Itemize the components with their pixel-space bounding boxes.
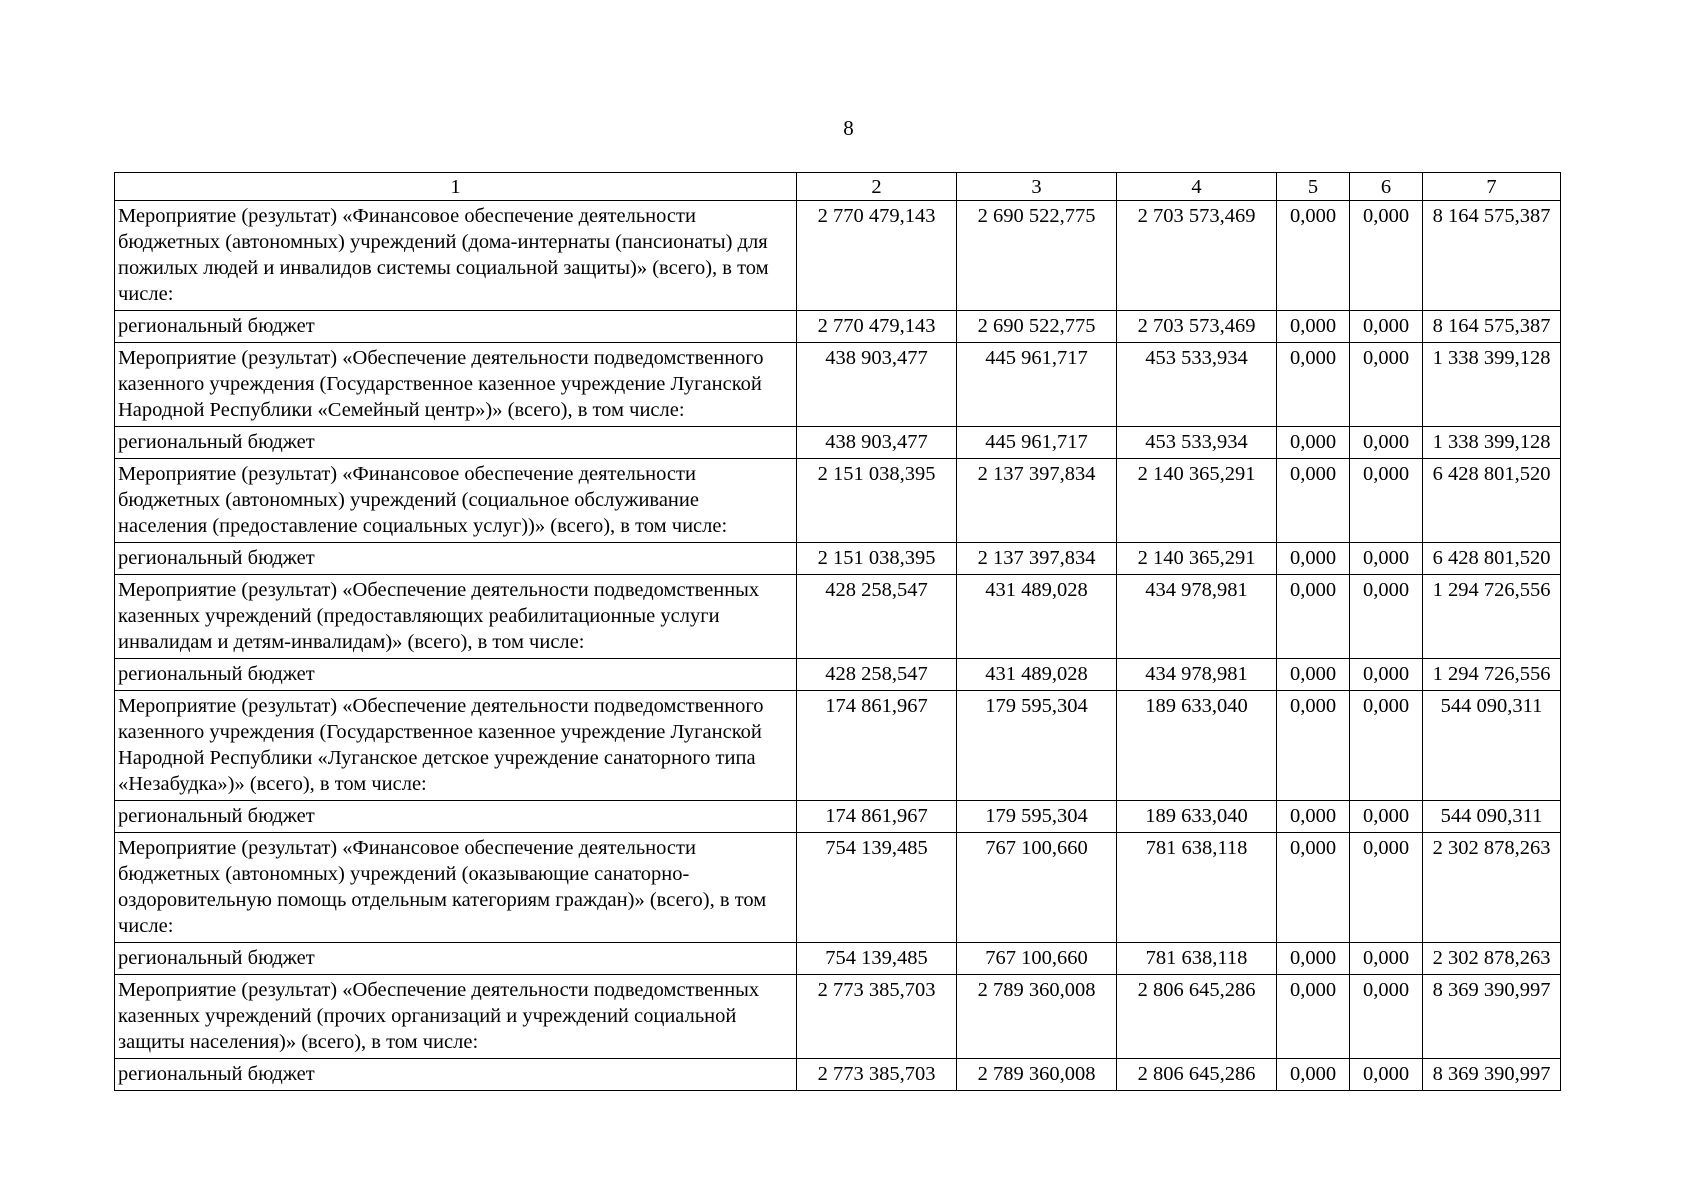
cell-col-3: 2 137 397,834 [957,543,1117,575]
cell-col-2: 2 151 038,395 [797,459,957,543]
cell-col-6: 0,000 [1350,691,1423,801]
cell-col-3: 2 690 522,775 [957,201,1117,311]
cell-col-2: 428 258,547 [797,659,957,691]
cell-col-5: 0,000 [1277,575,1350,659]
cell-col-2: 754 139,485 [797,943,957,975]
cell-col-3: 767 100,660 [957,943,1117,975]
cell-col-3: 445 961,717 [957,427,1117,459]
column-header: 2 [797,173,957,201]
cell-col-2: 438 903,477 [797,343,957,427]
column-header: 3 [957,173,1117,201]
cell-col-5: 0,000 [1277,201,1350,311]
column-header: 5 [1277,173,1350,201]
table-row [115,311,1561,343]
row-description: Мероприятие (результат) «Обеспечение деятельности подведомственных казенных учреждений (прочих организаций и учреждений социальной защиты населения)» (всего), в том числе: [115,975,797,1059]
cell-col-5: 0,000 [1277,543,1350,575]
cell-col-3: 445 961,717 [957,343,1117,427]
cell-col-6: 0,000 [1350,427,1423,459]
cell-col-4: 2 140 365,291 [1117,543,1277,575]
cell-col-4: 2 806 645,286 [1117,975,1277,1059]
cell-col-7: 8 369 390,997 [1423,975,1561,1059]
cell-col-5: 0,000 [1277,975,1350,1059]
cell-col-2: 438 903,477 [797,427,957,459]
cell-col-5: 0,000 [1277,659,1350,691]
cell-col-3: 179 595,304 [957,691,1117,801]
cell-col-5: 0,000 [1277,691,1350,801]
cell-col-4: 453 533,934 [1117,427,1277,459]
cell-col-7: 544 090,311 [1423,801,1561,833]
table-row [115,201,1561,311]
cell-col-3: 2 690 522,775 [957,311,1117,343]
cell-col-4: 2 806 645,286 [1117,1059,1277,1091]
cell-col-6: 0,000 [1350,201,1423,311]
cell-col-3: 179 595,304 [957,801,1117,833]
cell-col-4: 453 533,934 [1117,343,1277,427]
cell-col-6: 0,000 [1350,459,1423,543]
cell-col-6: 0,000 [1350,833,1423,943]
cell-col-7: 8 369 390,997 [1423,1059,1561,1091]
cell-col-2: 754 139,485 [797,833,957,943]
page-number: 8 [843,116,854,140]
table-row [115,427,1561,459]
cell-col-6: 0,000 [1350,575,1423,659]
cell-col-2: 2 770 479,143 [797,311,957,343]
table-row [115,575,1561,659]
table-row [115,975,1561,1059]
cell-col-2: 174 861,967 [797,691,957,801]
cell-col-4: 434 978,981 [1117,659,1277,691]
cell-col-7: 2 302 878,263 [1423,833,1561,943]
cell-col-7: 544 090,311 [1423,691,1561,801]
row-description: Мероприятие (результат) «Финансовое обеспечение деятельности бюджетных (автономных) учреждений (оказывающие санаторно-оздоровительную помощь отдельным категориям граждан)» (всего), в том числе: [115,833,797,943]
column-header: 4 [1117,173,1277,201]
row-description: Мероприятие (результат) «Финансовое обеспечение деятельности бюджетных (автономных) учреждений (социальное обслуживание населения (предоставление социальных услуг))» (всего), в том числе: [115,459,797,543]
budget-table [114,172,1561,1091]
row-description: региональный бюджет [115,1059,797,1091]
cell-col-7: 8 164 575,387 [1423,311,1561,343]
cell-col-7: 2 302 878,263 [1423,943,1561,975]
header-row [115,173,1561,201]
table-row [115,691,1561,801]
cell-col-3: 2 789 360,008 [957,975,1117,1059]
cell-col-7: 1 294 726,556 [1423,659,1561,691]
cell-col-6: 0,000 [1350,543,1423,575]
cell-col-3: 431 489,028 [957,575,1117,659]
cell-col-5: 0,000 [1277,833,1350,943]
table-row [115,833,1561,943]
cell-col-4: 2 703 573,469 [1117,311,1277,343]
column-header: 6 [1350,173,1423,201]
cell-col-2: 2 151 038,395 [797,543,957,575]
table-row [115,801,1561,833]
cell-col-3: 2 137 397,834 [957,459,1117,543]
cell-col-6: 0,000 [1350,1059,1423,1091]
cell-col-3: 767 100,660 [957,833,1117,943]
table-row [115,343,1561,427]
row-description: Мероприятие (результат) «Обеспечение деятельности подведомственных казенных учреждений (предоставляющих реабилитационные услуги инвалидам и детям-инвалидам)» (всего), в том числе: [115,575,797,659]
cell-col-7: 8 164 575,387 [1423,201,1561,311]
cell-col-6: 0,000 [1350,343,1423,427]
row-description: региональный бюджет [115,659,797,691]
cell-col-6: 0,000 [1350,311,1423,343]
cell-col-4: 781 638,118 [1117,943,1277,975]
cell-col-7: 6 428 801,520 [1423,459,1561,543]
cell-col-2: 174 861,967 [797,801,957,833]
cell-col-5: 0,000 [1277,343,1350,427]
cell-col-7: 1 338 399,128 [1423,427,1561,459]
table-row [115,943,1561,975]
cell-col-6: 0,000 [1350,943,1423,975]
row-description: региональный бюджет [115,427,797,459]
cell-col-5: 0,000 [1277,1059,1350,1091]
cell-col-7: 1 338 399,128 [1423,343,1561,427]
cell-col-3: 2 789 360,008 [957,1059,1117,1091]
row-description: региональный бюджет [115,311,797,343]
cell-col-4: 781 638,118 [1117,833,1277,943]
cell-col-6: 0,000 [1350,975,1423,1059]
cell-col-7: 6 428 801,520 [1423,543,1561,575]
cell-col-4: 189 633,040 [1117,801,1277,833]
column-header: 1 [115,173,797,201]
table-row [115,659,1561,691]
table-row [115,543,1561,575]
cell-col-5: 0,000 [1277,801,1350,833]
row-description: Мероприятие (результат) «Обеспечение деятельности подведомственного казенного учреждения (Государственное казенное учреждение Луганской Народной Республики «Луганское детское учреждение санаторного типа «Незабудка»)» (всего), в том числе: [115,691,797,801]
row-description: региональный бюджет [115,801,797,833]
cell-col-6: 0,000 [1350,659,1423,691]
cell-col-5: 0,000 [1277,943,1350,975]
row-description: региональный бюджет [115,543,797,575]
cell-col-5: 0,000 [1277,459,1350,543]
cell-col-4: 2 140 365,291 [1117,459,1277,543]
cell-col-5: 0,000 [1277,427,1350,459]
cell-col-7: 1 294 726,556 [1423,575,1561,659]
cell-col-5: 0,000 [1277,311,1350,343]
column-header: 7 [1423,173,1561,201]
cell-col-3: 431 489,028 [957,659,1117,691]
cell-col-2: 428 258,547 [797,575,957,659]
cell-col-6: 0,000 [1350,801,1423,833]
row-description: Мероприятие (результат) «Обеспечение деятельности подведомственного казенного учреждения (Государственное казенное учреждение Луганской Народной Республики «Семейный центр»)» (всего), в том числе: [115,343,797,427]
cell-col-2: 2 773 385,703 [797,1059,957,1091]
cell-col-4: 189 633,040 [1117,691,1277,801]
cell-col-4: 434 978,981 [1117,575,1277,659]
cell-col-2: 2 773 385,703 [797,975,957,1059]
row-description: региональный бюджет [115,943,797,975]
table-row [115,1059,1561,1091]
table-row [115,459,1561,543]
cell-col-4: 2 703 573,469 [1117,201,1277,311]
cell-col-2: 2 770 479,143 [797,201,957,311]
row-description: Мероприятие (результат) «Финансовое обеспечение деятельности бюджетных (автономных) учреждений (дома-интернаты (пансионаты) для пожилых людей и инвалидов системы социальной защиты)» (всего), в том числе: [115,201,797,311]
